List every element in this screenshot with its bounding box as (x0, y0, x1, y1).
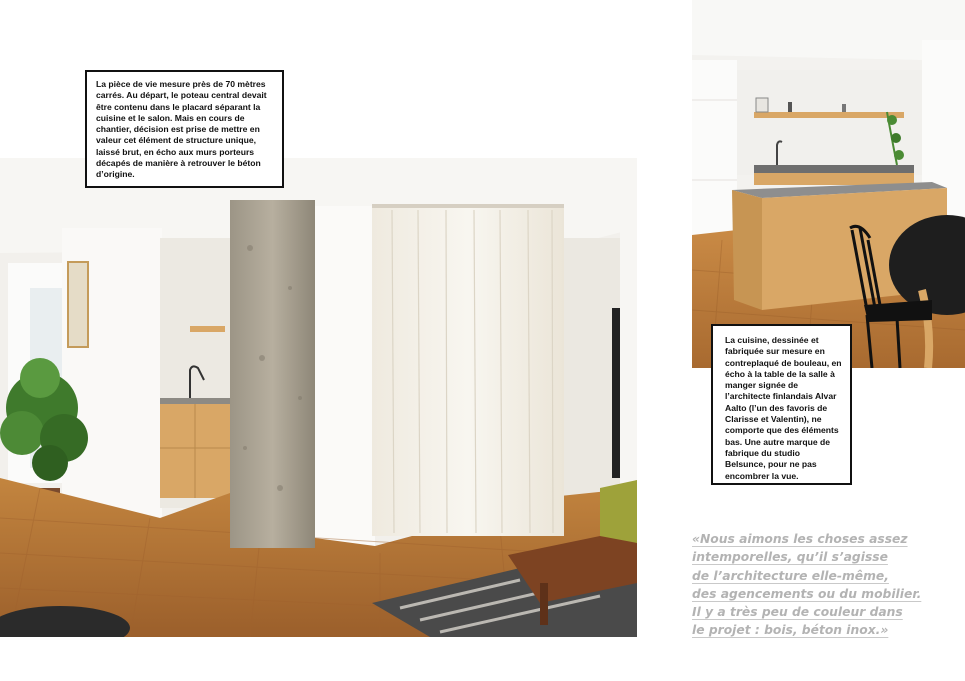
quote-line: des agencements ou du mobilier. (692, 586, 922, 601)
quote-line: de l’architecture elle-même, (692, 568, 889, 583)
quote-line: «Nous aimons les choses assez (692, 532, 908, 546)
kitchen-caption-text: La cuisine, dessinée et fabriquée sur mesure en contreplaqué de bouleau, en écho à la table de la salle à manger signée de l’architecte finlandais Alvar Aalto (l’un des favoris de Clarisse et Valentin), ne comporte que des éléments bas. Une autre marque de fabrique du studio Belsunce, pour ne pas encombrer la vue. (725, 335, 842, 481)
kitchen-photo (692, 0, 965, 368)
kitchen-caption (711, 324, 852, 485)
living-room-caption (85, 70, 284, 188)
living-room-caption-text: La pièce de vie mesure près de 70 mètres carrés. Au départ, le poteau central devait être contenu dans le placard séparant la cuisine et le salon. Mais en cours de chantier, décision est prise de mettre en valeur cet élément de structure unique, laissé brut, en écho aux murs porteurs décapés de manière à retrouver le béton d’origine. (96, 79, 267, 180)
quote-line: le projet : bois, béton inox.» (692, 623, 889, 638)
quote-line: intemporelles, qu’il s’agisse (692, 550, 888, 565)
quote-line: Il y a très peu de couleur dans (692, 605, 903, 620)
pull-quote (692, 530, 954, 640)
living-room-photo (0, 158, 637, 637)
